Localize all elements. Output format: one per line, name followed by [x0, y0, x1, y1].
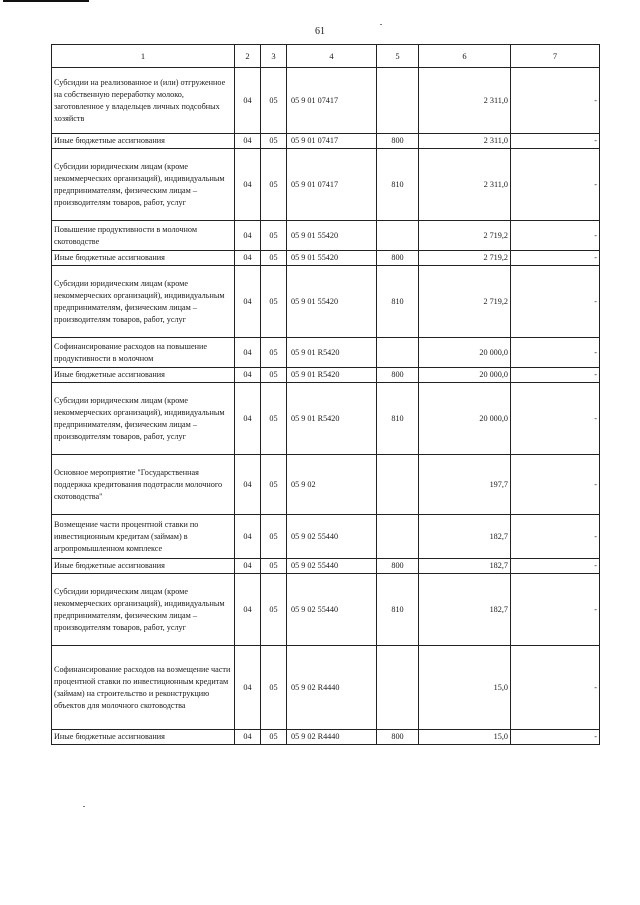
row-target-code: 05 9 01 R5420 [287, 338, 377, 368]
row-expense-type [377, 455, 419, 515]
row-amount: 2 719,2 [419, 251, 511, 266]
row-subsection: 05 [261, 730, 287, 745]
row-subsection: 05 [261, 251, 287, 266]
row-amount: 2 719,2 [419, 221, 511, 251]
table-row [52, 455, 600, 515]
table-row [52, 221, 600, 251]
scan-speck [83, 806, 85, 807]
row-amount: 20 000,0 [419, 368, 511, 383]
row-target-code: 05 9 01 55420 [287, 221, 377, 251]
row-subsection: 05 [261, 68, 287, 134]
row-expense-type [377, 515, 419, 559]
row-subsection: 05 [261, 221, 287, 251]
row-target-code: 05 9 01 R5420 [287, 368, 377, 383]
row-name: Иные бюджетные ассигнования [52, 368, 235, 383]
row-col7: - [511, 68, 600, 134]
row-section: 04 [235, 368, 261, 383]
row-col7: - [511, 338, 600, 368]
row-expense-type: 810 [377, 574, 419, 646]
row-name: Иные бюджетные ассигнования [52, 134, 235, 149]
row-col7: - [511, 559, 600, 574]
row-expense-type [377, 68, 419, 134]
row-section: 04 [235, 559, 261, 574]
table-row [52, 383, 600, 455]
row-col7: - [511, 368, 600, 383]
row-target-code: 05 9 01 55420 [287, 266, 377, 338]
row-expense-type: 800 [377, 368, 419, 383]
row-name: Повышение продуктивности в молочном скотоводстве [52, 221, 235, 251]
row-expense-type: 800 [377, 559, 419, 574]
column-header: 4 [287, 45, 377, 68]
row-section: 04 [235, 730, 261, 745]
row-section: 04 [235, 68, 261, 134]
row-subsection: 05 [261, 368, 287, 383]
row-subsection: 05 [261, 383, 287, 455]
table-row [52, 574, 600, 646]
table-row [52, 646, 600, 730]
table-row [52, 134, 600, 149]
row-amount: 15,0 [419, 646, 511, 730]
top-edge-line [3, 0, 89, 2]
row-section: 04 [235, 251, 261, 266]
column-header: 7 [511, 45, 600, 68]
row-name: Иные бюджетные ассигнования [52, 251, 235, 266]
row-col7: - [511, 730, 600, 745]
row-amount: 182,7 [419, 515, 511, 559]
table-row [52, 368, 600, 383]
row-subsection: 05 [261, 338, 287, 368]
row-name: Иные бюджетные ассигнования [52, 730, 235, 745]
scan-speck [380, 24, 382, 25]
row-amount: 20 000,0 [419, 383, 511, 455]
table-row [52, 515, 600, 559]
row-section: 04 [235, 515, 261, 559]
column-header: 6 [419, 45, 511, 68]
row-name: Субсидии на реализованное и (или) отгруженное на собственную переработку молоко, заготовленное у владельцев личных подсобных хозяйств [52, 68, 235, 134]
column-header: 5 [377, 45, 419, 68]
row-col7: - [511, 383, 600, 455]
row-name: Софинансирование расходов на возмещение части процентной ставки по инвестиционным кредитам (займам) на строительство и реконструкцию объектов для молочного скотоводства [52, 646, 235, 730]
table-row [52, 68, 600, 134]
row-target-code: 05 9 02 [287, 455, 377, 515]
row-name: Субсидии юридическим лицам (кроме некоммерческих организаций), индивидуальным предпринимателям, физическим лицам – производителям товаров, работ, услуг [52, 574, 235, 646]
row-col7: - [511, 515, 600, 559]
row-section: 04 [235, 221, 261, 251]
row-amount: 2 311,0 [419, 134, 511, 149]
row-target-code: 05 9 01 07417 [287, 149, 377, 221]
row-subsection: 05 [261, 574, 287, 646]
row-target-code: 05 9 02 55440 [287, 515, 377, 559]
table-row [52, 149, 600, 221]
table-row [52, 730, 600, 745]
row-col7: - [511, 646, 600, 730]
row-target-code: 05 9 01 R5420 [287, 383, 377, 455]
row-subsection: 05 [261, 515, 287, 559]
row-subsection: 05 [261, 149, 287, 221]
row-col7: - [511, 149, 600, 221]
row-expense-type: 810 [377, 383, 419, 455]
row-section: 04 [235, 574, 261, 646]
row-amount: 197,7 [419, 455, 511, 515]
row-section: 04 [235, 383, 261, 455]
row-name: Софинансирование расходов на повышение продуктивности в молочном [52, 338, 235, 368]
row-amount: 20 000,0 [419, 338, 511, 368]
row-target-code: 05 9 02 55440 [287, 559, 377, 574]
row-name: Субсидии юридическим лицам (кроме некоммерческих организаций), индивидуальным предпринимателям, физическим лицам – производителям товаров, работ, услуг [52, 383, 235, 455]
row-col7: - [511, 574, 600, 646]
row-name: Возмещение части процентной ставки по инвестиционным кредитам (займам) в агропромышленном комплексе [52, 515, 235, 559]
row-amount: 182,7 [419, 559, 511, 574]
row-name: Основное мероприятие "Государственная поддержка кредитования подотрасли молочного скотоводства" [52, 455, 235, 515]
row-col7: - [511, 455, 600, 515]
table-row [52, 559, 600, 574]
table-header-row [52, 45, 600, 68]
row-section: 04 [235, 149, 261, 221]
row-section: 04 [235, 646, 261, 730]
row-target-code: 05 9 02 55440 [287, 574, 377, 646]
row-subsection: 05 [261, 134, 287, 149]
row-target-code: 05 9 01 55420 [287, 251, 377, 266]
row-subsection: 05 [261, 646, 287, 730]
row-name: Субсидии юридическим лицам (кроме некоммерческих организаций), индивидуальным предпринимателям, физическим лицам – производителям товаров, работ, услуг [52, 149, 235, 221]
row-amount: 15,0 [419, 730, 511, 745]
row-subsection: 05 [261, 455, 287, 515]
row-target-code: 05 9 02 R4440 [287, 730, 377, 745]
row-col7: - [511, 266, 600, 338]
row-col7: - [511, 134, 600, 149]
row-amount: 2 719,2 [419, 266, 511, 338]
column-header: 1 [52, 45, 235, 68]
table-row [52, 266, 600, 338]
row-col7: - [511, 221, 600, 251]
row-expense-type: 800 [377, 134, 419, 149]
row-expense-type [377, 221, 419, 251]
row-expense-type: 810 [377, 266, 419, 338]
table-row [52, 251, 600, 266]
column-header: 2 [235, 45, 261, 68]
row-expense-type [377, 646, 419, 730]
page-number: 61 [315, 26, 325, 37]
row-subsection: 05 [261, 266, 287, 338]
row-expense-type [377, 338, 419, 368]
row-section: 04 [235, 134, 261, 149]
row-amount: 2 311,0 [419, 68, 511, 134]
row-section: 04 [235, 266, 261, 338]
row-target-code: 05 9 01 07417 [287, 68, 377, 134]
row-section: 04 [235, 338, 261, 368]
row-name: Иные бюджетные ассигнования [52, 559, 235, 574]
row-amount: 182,7 [419, 574, 511, 646]
column-header: 3 [261, 45, 287, 68]
row-expense-type: 810 [377, 149, 419, 221]
row-expense-type: 800 [377, 251, 419, 266]
row-name: Субсидии юридическим лицам (кроме некоммерческих организаций), индивидуальным предпринимателям, физическим лицам – производителям товаров, работ, услуг [52, 266, 235, 338]
table-row [52, 338, 600, 368]
row-col7: - [511, 251, 600, 266]
row-section: 04 [235, 455, 261, 515]
row-subsection: 05 [261, 559, 287, 574]
row-target-code: 05 9 02 R4440 [287, 646, 377, 730]
budget-table [51, 44, 600, 745]
row-amount: 2 311,0 [419, 149, 511, 221]
row-target-code: 05 9 01 07417 [287, 134, 377, 149]
row-expense-type: 800 [377, 730, 419, 745]
